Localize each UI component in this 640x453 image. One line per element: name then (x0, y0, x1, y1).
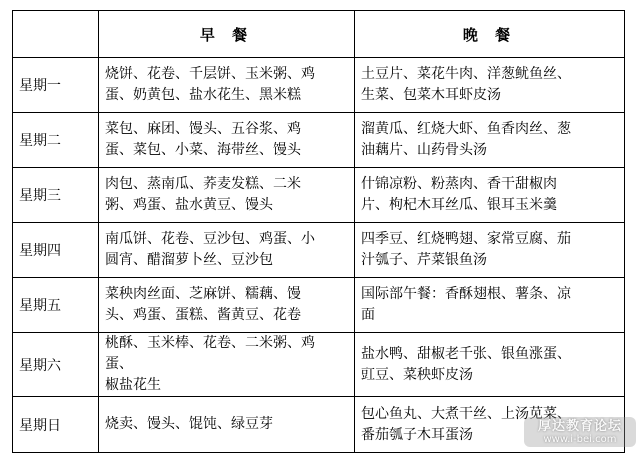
breakfast-cell (99, 397, 355, 453)
dinner-cell (355, 168, 625, 223)
dinner-line: 土豆片、菜花牛肉、洋葱鱿鱼丝、 (361, 66, 571, 82)
dinner-line: 国际部午餐：香酥翅根、薯条、凉 (361, 286, 571, 302)
dinner-line: 包心鱼丸、大煮干丝、上汤苋菜、 (361, 405, 571, 422)
breakfast-line: 粥、鸡蛋、盐水黄豆、馒头 (105, 197, 273, 213)
breakfast-line: 椒盐花生 (105, 377, 161, 393)
header-row (13, 11, 625, 58)
breakfast-line: 桃酥、玉米棒、花卷、二米粥、鸡 (105, 335, 315, 351)
dinner-line: 汁瓠子、芹菜银鱼汤 (361, 252, 487, 268)
dinner-line: 生菜、包菜木耳虾皮汤 (361, 87, 501, 103)
breakfast-cell (99, 223, 355, 278)
menu-row (13, 113, 625, 168)
breakfast-cell (99, 278, 355, 333)
watermark-url: www.i-bei.com (543, 434, 617, 445)
menu-row (13, 168, 625, 223)
breakfast-line: 蛋、奶黄包、盐水花生、黑米糕 (105, 87, 301, 103)
dinner-line: 豇豆、菜秧虾皮汤 (361, 366, 473, 383)
breakfast-line: 菜包、麻团、馒头、五谷浆、鸡 (105, 121, 301, 137)
menu-body (13, 58, 625, 453)
breakfast-cell (99, 168, 355, 223)
breakfast-cell (99, 333, 355, 397)
dinner-line: 片、枸杞木耳丝瓜、银耳玉米羹 (361, 197, 557, 213)
menu-row (13, 333, 625, 397)
day-cell: 星期五 (13, 278, 99, 333)
breakfast-line: 头、鸡蛋、蛋糕、酱黄豆、花卷 (105, 307, 301, 323)
weekly-menu-table (12, 10, 625, 453)
dinner-cell (355, 278, 625, 333)
menu-row (13, 278, 625, 333)
breakfast-line: 蛋、 (105, 356, 133, 372)
day-cell: 星期二 (13, 113, 99, 168)
breakfast-line: 肉包、蒸南瓜、荞麦发糕、二米 (105, 176, 301, 192)
breakfast-line: 菜秧肉丝面、芝麻饼、糯藕、馒 (105, 286, 301, 302)
menu-row (13, 223, 625, 278)
day-cell: 星期四 (13, 223, 99, 278)
day-cell: 星期日 (13, 397, 99, 453)
dinner-line: 油藕片、山药骨头汤 (361, 142, 487, 158)
breakfast-cell (99, 113, 355, 168)
day-cell: 星期一 (13, 58, 99, 113)
breakfast-line: 蛋、菜包、小菜、海带丝、馒头 (105, 142, 301, 158)
breakfast-line: 圆宵、醋溜萝卜丝、豆沙包 (105, 252, 273, 268)
dinner-cell (355, 333, 625, 397)
dinner-line: 面 (361, 307, 375, 323)
day-cell: 星期六 (13, 333, 99, 397)
dinner-cell (355, 113, 625, 168)
dinner-line: 番茄瓠子木耳蛋汤 (361, 426, 473, 443)
breakfast-line: 烧饼、花卷、千层饼、玉米粥、鸡 (105, 66, 315, 82)
header-dinner: 晚 餐 (355, 11, 625, 58)
breakfast-cell (99, 58, 355, 113)
breakfast-line: 南瓜饼、花卷、豆沙包、鸡蛋、小 (105, 231, 315, 247)
day-cell: 星期三 (13, 168, 99, 223)
header-breakfast: 早 餐 (99, 11, 355, 58)
menu-row (13, 58, 625, 113)
dinner-cell (355, 223, 625, 278)
breakfast-line: 烧卖、馒头、馄饨、绿豆芽 (105, 416, 273, 432)
dinner-line: 什锦凉粉、粉蒸肉、香干甜椒肉 (361, 176, 557, 192)
header-day (13, 11, 99, 58)
dinner-line: 四季豆、红烧鸭翅、家常豆腐、茄 (361, 231, 571, 247)
dinner-line: 溜黄瓜、红烧大虾、鱼香肉丝、葱 (361, 121, 571, 137)
dinner-line: 盐水鸭、甜椒老千张、银鱼涨蛋、 (361, 345, 571, 362)
watermark-title: 厚达教育论坛 (537, 419, 622, 434)
site-watermark (524, 417, 636, 447)
dinner-cell (355, 58, 625, 113)
